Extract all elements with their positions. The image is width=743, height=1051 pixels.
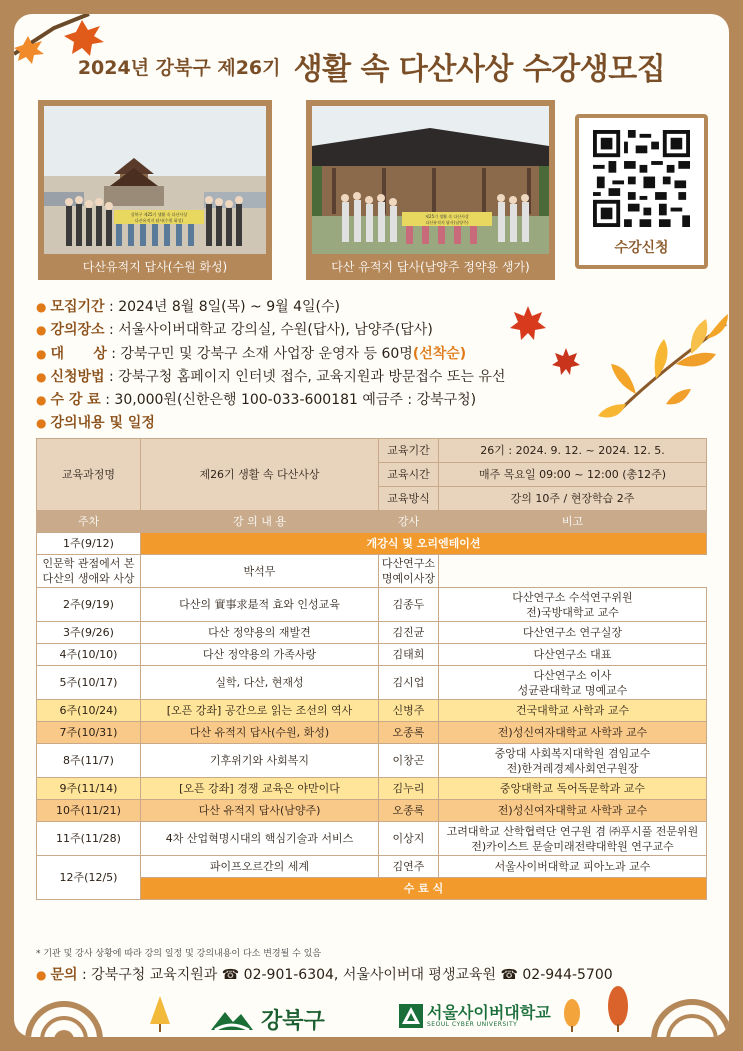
tree-icon	[148, 994, 172, 1034]
info-label: 모집기간	[50, 299, 105, 315]
lecture-content-cell: 다산 유적지 답사(수원, 화성)	[141, 722, 379, 744]
photo-namyangju	[306, 100, 555, 280]
photo-suwon-image	[44, 106, 266, 254]
poster-card	[14, 14, 729, 1037]
header-subtitle: 2024년 강북구 제26기	[77, 56, 281, 79]
table-row	[37, 644, 707, 666]
lecture-content-cell: 실학, 다산, 현재성	[141, 666, 379, 700]
table-row	[37, 588, 707, 622]
bullet-icon: ●	[36, 393, 47, 408]
table-row	[37, 700, 707, 722]
info-value: : 서울사이버대학교 강의실, 수원(답사), 남양주(답사)	[104, 322, 433, 339]
schedule-table	[36, 438, 707, 900]
closing-ceremony-bar: 수 료 식	[141, 878, 707, 900]
info-value: : 30,000원(신한은행 100-033-600181 예금주 : 강북구청)	[100, 392, 477, 409]
note-line: 건국대학교 사학과 교수	[515, 704, 630, 717]
lecturer-cell: 박석무	[141, 555, 379, 588]
seoul-cyber-name-en: SEOUL CYBER UNIVERSITY	[427, 1020, 518, 1028]
bullet-icon: ●	[36, 369, 47, 384]
lecturer-cell: 신병주	[379, 700, 439, 722]
note-line: 고려대학교 산학협력단 연구원 겸 ㈜푸시풀 전문위원	[446, 824, 699, 838]
recruitment-info	[36, 296, 556, 436]
gangbuk-mountain-icon	[209, 1006, 255, 1034]
column-header-week: 주차	[37, 511, 141, 533]
note-line: 전)성신여자대학교 사학과 교수	[497, 804, 648, 817]
tree-icon-3	[606, 984, 630, 1034]
lecture-content-cell: 파이프오르간의 세계	[141, 856, 379, 878]
lecture-content-cell: 다산 정약용의 재발견	[141, 622, 379, 644]
lecturer-cell: 이창곤	[379, 744, 439, 778]
info-row-method	[36, 366, 556, 389]
info-label: 대 상	[50, 345, 107, 362]
table-row	[37, 722, 707, 744]
table-row	[37, 622, 707, 644]
note-cell	[439, 778, 707, 800]
week-cell: 10주(11/21)	[37, 800, 141, 822]
lecturer-cell: 김누리	[379, 778, 439, 800]
note-line: 중앙대학교 독어독문학과 교수	[499, 782, 646, 795]
note-line: 전)카이스트 문술미래전략대학원 연구교수	[471, 839, 674, 853]
week-cell: 6주(10/24)	[37, 700, 141, 722]
note-line: 다산연구소 명예이사장	[381, 557, 436, 585]
week-cell: 5주(10/17)	[37, 666, 141, 700]
method-label: 교육방식	[379, 487, 439, 511]
ornament-left-icon	[24, 980, 104, 1037]
column-header-note: 비고	[439, 511, 707, 533]
time-value: 매주 목요일 09:00 ~ 12:00 (총12주)	[439, 463, 707, 487]
poster-header	[14, 44, 729, 88]
info-value: : 강북구청 홈페이지 인터넷 접수, 교육지원과 방문접수 또는 유선	[104, 368, 506, 385]
bullet-icon: ●	[36, 416, 47, 431]
opening-ceremony-bar: 개강식 및 오리엔테이션	[141, 533, 707, 555]
week-cell: 9주(11/14)	[37, 778, 141, 800]
photo-suwon	[38, 100, 272, 280]
time-label: 교육시간	[379, 463, 439, 487]
schedule-note: * 기관 및 강사 상황에 따라 강의 일정 및 강의내용이 다소 변경될 수 있음	[36, 949, 322, 959]
table-row	[37, 778, 707, 800]
photo-namyangju-image	[312, 106, 549, 254]
photo-namyangju-caption: 다산 유적지 답사(남양주 정약용 생가)	[331, 260, 530, 274]
info-row-fee	[36, 389, 556, 412]
period-label: 교육기간	[379, 439, 439, 463]
info-label: 신청방법	[50, 368, 105, 385]
week-cell: 11주(11/28)	[37, 822, 141, 856]
lecture-content-cell: 기후위기와 사회복지	[141, 744, 379, 778]
contact-value: : 강북구청 교육지원과 ☎ 02-901-6304, 서울사이버대 평생교육원 ☎ 02-944-5700	[77, 967, 613, 983]
info-value: : 강북구민 및 강북구 소재 사업장 운영자 등 60명	[106, 345, 413, 362]
week-cell: 4주(10/10)	[37, 644, 141, 666]
contact-label: 문의	[50, 967, 78, 983]
info-value: : 2024년 8월 8일(목) ~ 9월 4일(수)	[104, 299, 340, 315]
info-label: 수 강 료	[50, 392, 101, 409]
lecture-content-cell: 다산 유적지 답사(남양주)	[141, 800, 379, 822]
table-row	[37, 856, 707, 878]
table-row	[37, 744, 707, 778]
qr-register-box[interactable]	[575, 114, 708, 269]
course-name: 제26기 생활 속 다산사상	[141, 439, 379, 511]
note-cell	[439, 822, 707, 856]
week-cell: 12주(12/5)	[37, 856, 141, 900]
week-cell: 7주(10/31)	[37, 722, 141, 744]
note-line: 중앙대 사회복지대학원 겸임교수	[494, 746, 651, 760]
info-row-schedule	[36, 412, 556, 435]
bullet-icon: ●	[36, 346, 47, 361]
info-row-target	[36, 343, 556, 366]
info-highlight: (선착순)	[412, 345, 467, 362]
tree-icon-2	[562, 998, 582, 1034]
gangbuk-logo	[209, 1004, 325, 1035]
note-cell	[439, 588, 707, 622]
note-line: 성균관대학교 명예교수	[517, 683, 628, 697]
lecturer-cell: 김종두	[379, 588, 439, 622]
method-value: 강의 10주 / 현장학습 2주	[439, 487, 707, 511]
period-value: 26기 : 2024. 9. 12. ~ 2024. 12. 5.	[439, 439, 707, 463]
lecture-content-cell: [오픈 강좌] 경쟁 교육은 야만이다	[141, 778, 379, 800]
lecturer-cell: 김태희	[379, 644, 439, 666]
note-line: 다산연구소 대표	[533, 648, 612, 661]
note-line: 다산연구소 수석연구위원	[512, 590, 633, 604]
info-row-venue	[36, 319, 556, 342]
week-cell: 3주(9/26)	[37, 622, 141, 644]
seoul-cyber-name-kr: 서울사이버대학교	[427, 1002, 551, 1022]
qr-label: 수강신청	[614, 240, 669, 256]
bullet-icon: ●	[36, 300, 47, 314]
lecture-content-cell: 다산의 實事求是적 효와 인성교육	[141, 588, 379, 622]
banner-text-3: 제25기 생활 속 다산사상	[425, 214, 469, 219]
table-row	[37, 555, 707, 588]
banner-text-2: 다산유적지 답사(수원 화성)	[134, 218, 184, 223]
course-name-header: 교육과정명	[37, 439, 141, 511]
table-row	[37, 822, 707, 856]
note-line: 전)한겨레경제사회연구원장	[506, 761, 639, 775]
qr-code-icon[interactable]	[593, 130, 690, 227]
note-cell	[439, 800, 707, 822]
note-line: 전)국방대학교 교수	[526, 605, 619, 619]
note-cell	[439, 622, 707, 644]
photo-suwon-caption: 다산유적지 답사(수원 화성)	[82, 260, 228, 274]
lecturer-cell: 김시업	[379, 666, 439, 700]
lecturer-cell: 이상지	[379, 822, 439, 856]
note-line: 다산연구소 연구실장	[522, 626, 623, 639]
header-title: 생활 속 다산사상 수강생모집	[293, 52, 666, 87]
bullet-icon: ●	[36, 968, 47, 982]
note-cell	[439, 700, 707, 722]
note-line: 다산연구소 이사	[533, 668, 612, 682]
note-cell	[439, 856, 707, 878]
note-cell	[439, 644, 707, 666]
table-row	[37, 800, 707, 822]
ginkgo-branch-icon	[596, 284, 729, 434]
note-cell	[439, 722, 707, 744]
note-line: 서울사이버대학교 피아노과 교수	[494, 860, 651, 873]
lecture-content-cell: 인문학 관점에서 본 다산의 생애와 사상	[37, 555, 141, 588]
info-label: 강의내용 및 일정	[50, 415, 155, 432]
lecturer-cell: 오종록	[379, 800, 439, 822]
banner-text-4: 다산유적지 답사(남양주)	[425, 220, 469, 225]
ornament-right-icon	[642, 980, 729, 1037]
lecture-content-cell: 4차 산업혁명시대의 핵심기술과 서비스	[141, 822, 379, 856]
week-cell: 2주(9/19)	[37, 588, 141, 622]
column-header-lecturer: 강사	[379, 511, 439, 533]
week-cell: 1주(9/12)	[37, 533, 141, 555]
note-cell	[379, 555, 439, 588]
lecturer-cell: 김연주	[379, 856, 439, 878]
lecturer-cell: 김진균	[379, 622, 439, 644]
info-label: 강의장소	[50, 322, 105, 339]
gangbuk-logo-text: 강북구	[261, 1009, 325, 1034]
contact-info	[36, 964, 613, 984]
note-cell	[439, 744, 707, 778]
seoul-cyber-emblem-icon	[399, 1004, 423, 1028]
seoul-cyber-logo	[399, 1004, 551, 1028]
note-cell	[439, 666, 707, 700]
info-row-period	[36, 296, 556, 319]
lecture-content-cell: [오픈 강좌] 공간으로 읽는 조선의 역사	[141, 700, 379, 722]
banner-text-1: 강북구 제25기 생활 속 다산사상	[130, 212, 188, 217]
note-line: 전)성신여자대학교 사학과 교수	[497, 726, 648, 739]
lecture-content-cell: 다산 정약용의 가족사랑	[141, 644, 379, 666]
bullet-icon: ●	[36, 323, 47, 338]
column-header-content: 강 의 내 용	[141, 511, 379, 533]
week-cell: 8주(11/7)	[37, 744, 141, 778]
lecturer-cell: 오종록	[379, 722, 439, 744]
table-row	[37, 666, 707, 700]
